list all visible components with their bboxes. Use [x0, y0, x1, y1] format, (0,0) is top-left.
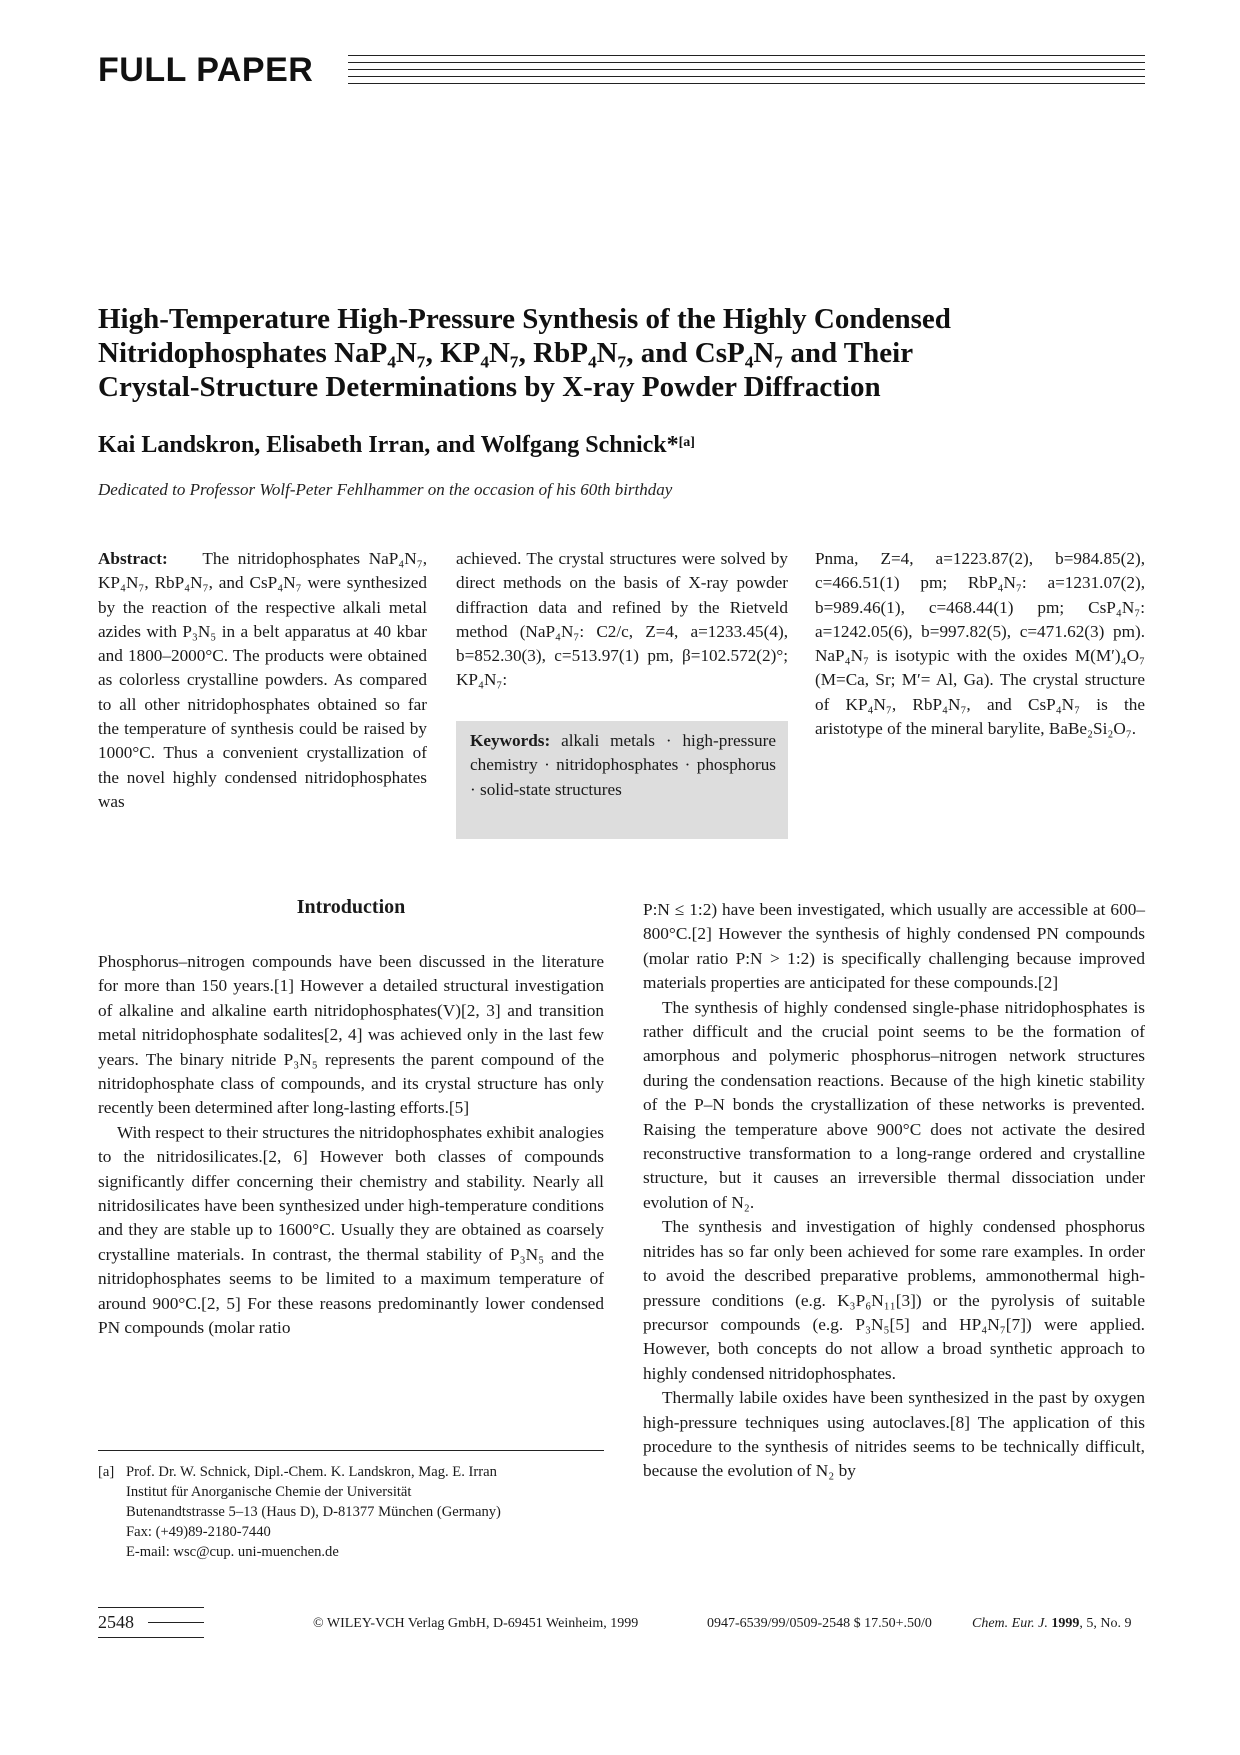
abstract-column-1	[98, 547, 427, 814]
intro-paragraph-6: Thermally labile oxides have been synthesized in the past by oxygen high-pressure techniques using autoclaves.[8] The application of this procedure to the synthesis of nitrides seems to be technically difficult, because the evolution of N₂ by	[643, 1388, 1145, 1481]
title-line-2: Nitridophosphates NaP₄N₇, KP₄N₇, RbP₄N₇, and CsP₄N₇ and Their	[98, 337, 914, 369]
footer-rule-1	[98, 1607, 204, 1608]
keywords-label: Keywords:	[470, 731, 551, 750]
intro-paragraph-5: The synthesis and investigation of highly condensed phosphorus nitrides has so far only been achieved for some rare examples. In order to avoid the described preparative problems, ammonothermal high-pressure conditions (e.g. K₃P₆N₁₁[3]) or the pyrolysis of suitable precursor compounds (e.g. P₃N₅[5] and HP₄N₇[7]) were applied. However, both concepts do not allow a broad synthetic approach to highly condensed nitridophosphates.	[643, 1217, 1145, 1383]
footnote-line-4: Fax: (+49)89-2180-7440	[126, 1524, 271, 1540]
header-rule-4	[348, 76, 1145, 77]
footnote-line-1: Prof. Dr. W. Schnick, Dipl.-Chem. K. Landskron, Mag. E. Irran	[126, 1464, 497, 1480]
title-line-3: Crystal-Structure Determinations by X-ray Powder Diffraction	[98, 371, 881, 403]
journal-name: Chem. Eur. J.	[972, 1616, 1048, 1631]
abstract-column-2	[456, 547, 788, 693]
journal-year: 1999	[1051, 1616, 1080, 1631]
header-rule-2	[348, 62, 1145, 63]
issn-line: 0947-6539/99/0509-2548 $ 17.50+.50/0	[707, 1616, 932, 1631]
email-line: E-mail: wsc@cup. uni-muenchen.de	[126, 1544, 339, 1560]
footnote-line-2: Institut für Anorganische Chemie der Universität	[126, 1484, 412, 1500]
abstract-text-3: Pnma, Z=4, a=1223.87(2), b=984.85(2), c=466.51(1) pm; RbP₄N₇: a=1231.07(2), b=989.46(1), c=468.44(1) pm; CsP₄N₇: a=1242.05(6), b=997.82(5), c=471.62(3) pm). NaP₄N₇ is isotypic with the oxides M(M′)₄O₇ (M=Ca, Sr; M′= Al, Ga). The crystal structure of KP₄N₇, RbP₄N₇, and CsP₄N₇ is the aristotype of the mineral barylite, BaBe₂Si₂O₇.	[815, 549, 1145, 739]
page-number: 2548	[98, 1612, 134, 1632]
header-rule-1	[348, 55, 1145, 56]
abstract-text-1: The nitridophosphates NaP₄N₇, KP₄N₇, RbP₄N₇, and CsP₄N₇ were synthesized by the reaction of the respective alkali metal azides with P₃N₅ in a belt apparatus at 40 kbar and 1800–2000°C. The products were obtained as colorless crystalline powders. As compared to all other nitridophosphates obtained so far the temperature of synthesis could be raised by 1000°C. Thus a convenient crystallization of the novel highly condensed nitridophosphates was	[98, 549, 427, 811]
footer-rule-2	[148, 1622, 204, 1623]
keywords	[470, 729, 776, 802]
footnote-mark: [a]	[98, 1464, 115, 1480]
body-column-right	[643, 898, 1145, 1484]
intro-paragraph-4: The synthesis of highly condensed single-phase nitridophosphates is rather difficult and the crucial point seems to be the formation of amorphous and polymeric phosphorus–nitrogen network structures during the condensation reactions. Because of the high kinetic stability of the P–N bonds the crystallization of these networks is prevented. Raising the temperature above 900°C does not activate the desired reconstructive transformation to a long-range ordered and crystalline structure, but it causes an irreversible thermal dissociation under evolution of N₂.	[643, 997, 1145, 1212]
keywords-text: alkali metals · high-pressure chemistry · nitridophosphates · phosphorus · solid-state structures	[470, 731, 776, 799]
intro-paragraph-3: P:N ≤ 1:2) have been investigated, which usually are accessible at 600–800°C.[2] However the synthesis of highly condensed PN compounds (molar ratio P:N > 1:2) is specifically challenging because improved materials properties are anticipated for these compounds.[2]	[643, 900, 1145, 993]
abstract-label: Abstract:	[98, 549, 168, 568]
journal-volume: , 5, No. 9	[1079, 1616, 1132, 1631]
journal-citation	[972, 1616, 1131, 1632]
authors-text: Kai Landskron, Elisabeth Irran, and Wolfgang Schnick*	[98, 432, 679, 458]
footer-rule-3	[98, 1637, 204, 1638]
abstract-text-2: achieved. The crystal structures were solved by direct methods on the basis of X-ray powder diffraction data and refined by the Rietveld method (NaP₄N₇: C2/c, Z=4, a=1233.45(4), b=852.30(3), c=513.97(1) pm, β=102.572(2)°; KP₄N₇:	[456, 549, 788, 690]
section-heading-introduction: Introduction	[296, 896, 406, 918]
affiliation-mark: [a]	[678, 435, 695, 450]
intro-paragraph-2: With respect to their structures the nitridophosphates exhibit analogies to the nitridosilicates.[2, 6] However both classes of compounds significantly differ concerning their chemistry and stability. Nearly all nitridosilicates have been synthesized under high-temperature conditions and they are stable up to 1600°C. Usually they are obtained as coarsely crystalline materials. In contrast, the thermal stability of P₃N₅ and the nitridophosphates seems to be limited to a maximum temperature of around 900°C.[2, 5] For these reasons predominantly lower condensed PN compounds (molar ratio	[98, 1122, 604, 1338]
title-line-1: High-Temperature High-Pressure Synthesis of the Highly Condensed	[98, 303, 951, 335]
intro-paragraph-1: Phosphorus–nitrogen compounds have been discussed in the literature for more than 150 years.[1] However a detailed structural investigation of alkaline and alkaline earth nitridophosphates(V)[2, 3] and transition metal nitridophosphate sodalites[2, 4] was achieved only in the last few years. The binary nitride P₃N₅ represents the parent compound of the nitridophosphate class of compounds, and its crystal structure has only recently been determined after long-lasting efforts.[5]	[98, 952, 604, 1118]
copyright-line: © WILEY-VCH Verlag GmbH, D-69451 Weinheim, 1999	[313, 1616, 639, 1631]
header-rule-3	[348, 69, 1145, 70]
body-column-left	[98, 950, 604, 1341]
footnote-line-3: Butenandtstrasse 5–13 (Haus D), D-81377 München (Germany)	[126, 1504, 501, 1520]
author-list	[98, 432, 695, 459]
header-rule-5	[348, 83, 1145, 84]
running-header: FULL PAPER	[98, 51, 314, 89]
footnote-rule	[98, 1450, 604, 1451]
abstract-column-3	[815, 547, 1145, 741]
dedication: Dedicated to Professor Wolf-Peter Fehlhammer on the occasion of his 60th birthday	[98, 480, 673, 499]
article-title	[98, 302, 1148, 404]
